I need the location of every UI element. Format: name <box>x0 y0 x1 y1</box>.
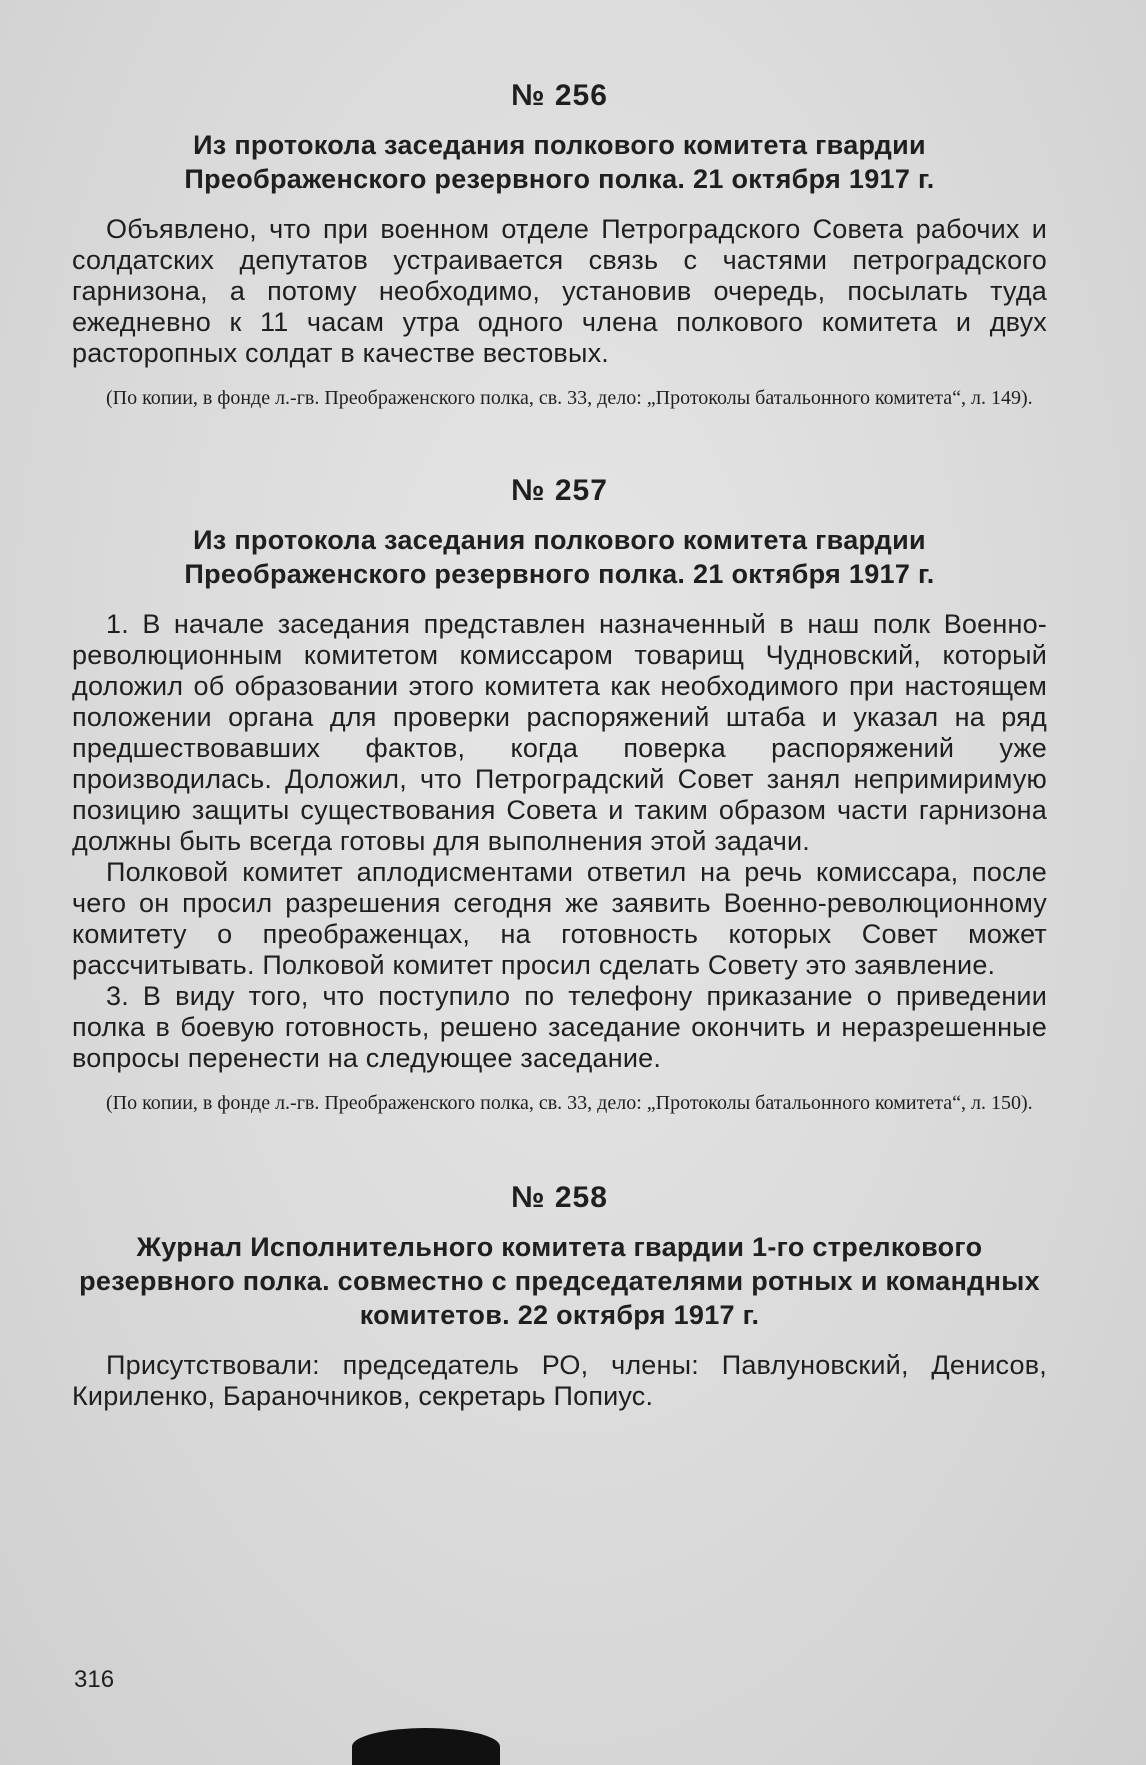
document-257 <box>72 473 1047 1116</box>
document-258 <box>72 1180 1047 1412</box>
page-number: 316 <box>74 1666 115 1693</box>
document-heading: Журнал Исполнительного комитета гвардии 1-го стрелкового резервного полка. совместно с председателями ротных и командных комитетов. 22 октября 1917 г. <box>79 1232 1040 1330</box>
document-paragraph: 3. В виду того, что поступило по телефону приказание о приведении полка в боевую готовность, решено заседание окончить и неразрешенные вопросы перенести на следующее заседание. <box>72 981 1047 1073</box>
source-note: (По копии, в фонде л.-гв. Преображенского полка, св. 33, дело: „Протоколы батальонного комитета“, л. 150). <box>106 1092 1033 1114</box>
document-paragraph: Полковой комитет аплодисментами ответил на речь комиссара, после чего он просил разрешения сегодня же заявить Военно-революционному комитету о преображенцах, на готовность которых Совет может рассчитывать. Полковой комитет просил сделать Совету это заявление. <box>72 857 1047 980</box>
document-paragraph: Присутствовали: председатель РО, члены: Павлуновский, Денисов, Кириленко, Бараночников, секретарь Попиус. <box>72 1350 1047 1411</box>
page-content <box>72 78 1047 1412</box>
document-heading: Из протокола заседания полкового комитета гвардии Преображенского резервного полка. 21 октября 1917 г. <box>184 130 935 194</box>
document-heading: Из протокола заседания полкового комитета гвардии Преображенского резервного полка. 21 октября 1917 г. <box>184 525 935 589</box>
document-number: № 256 <box>511 79 608 112</box>
document-256 <box>72 78 1047 411</box>
source-note: (По копии, в фонде л.-гв. Преображенского полка, св. 33, дело: „Протоколы батальонного комитета“, л. 149). <box>106 387 1033 409</box>
document-paragraph: Объявлено, что при военном отделе Петроградского Совета рабочих и солдатских депутатов устраивается связь с частями петроградского гарнизона, а потому необходимо, установив очередь, посылать туда ежедневно к 11 часам утра одного члена полкового комитета и двух расторопных солдат в качестве вестовых. <box>72 214 1047 368</box>
ink-blot <box>352 1728 500 1765</box>
document-number: № 258 <box>511 1181 608 1214</box>
document-paragraph: 1. В начале заседания представлен назначенный в наш полк Военно-революционным комитетом комиссаром товарищ Чудновский, который доложил об образовании этого комитета как необходимого при настоящем положении органа для проверки распоряжений штаба и указал на ряд предшествовавших фактов, когда поверка распоряжений уже производилась. Доложил, что Петроградский Совет занял непримиримую позицию защиты существования Совета и таким образом части гарнизона должны быть всегда готовы для выполнения этой задачи. <box>72 609 1047 856</box>
document-number: № 257 <box>511 474 608 507</box>
